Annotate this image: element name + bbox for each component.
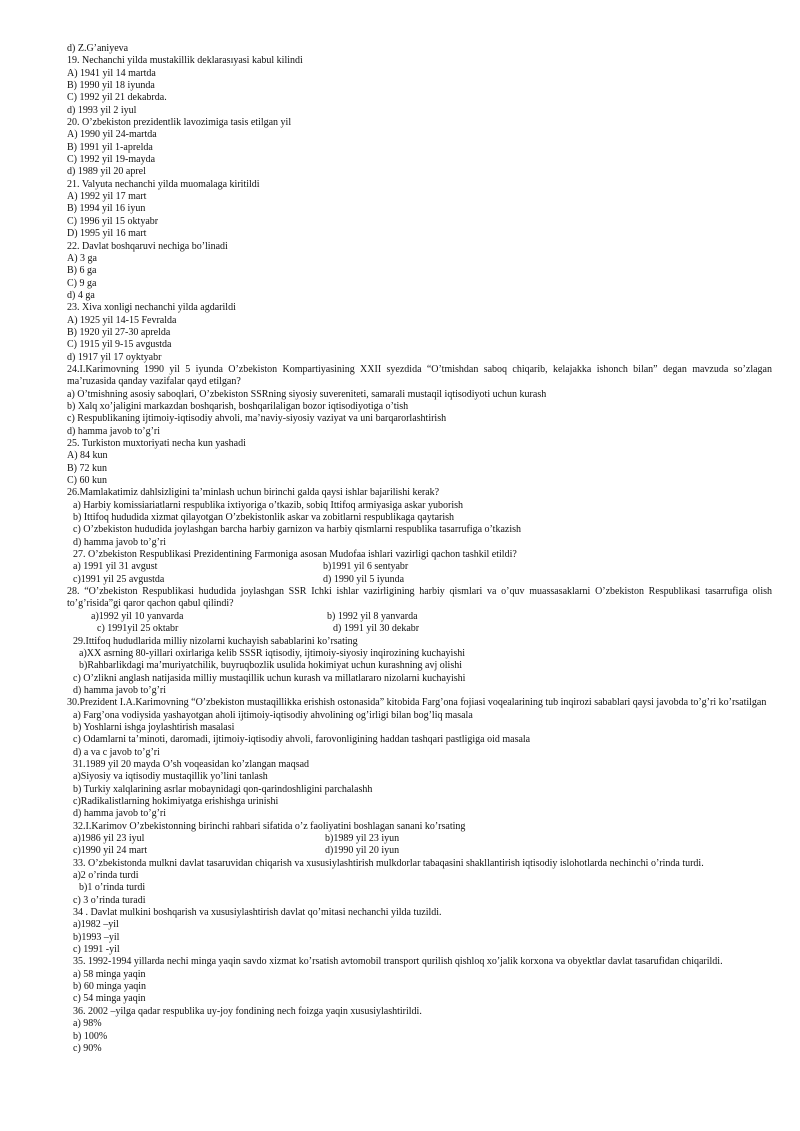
answer-option: a)Siyosiy va iqtisodiy mustaqillik yo’lini tanlash bbox=[73, 771, 268, 783]
answer-option: a)XX asrning 80-yillari oxirlariga kelib SSSR iqtisodiy, ijtimoiy-siyosiy inqirozining kuchayishi bbox=[79, 647, 465, 659]
answer-option: d) 1989 yil 20 aprel bbox=[67, 166, 146, 178]
answer-option: a)1986 yil 23 iyul bbox=[73, 833, 145, 844]
answer-option: C) 1915 yil 9-15 avgustda bbox=[67, 339, 172, 351]
answer-option: C) 1992 yil 19-mayda bbox=[67, 154, 156, 166]
answer-option: C) 9 ga bbox=[67, 277, 97, 289]
answer-row bbox=[67, 611, 772, 623]
answer-option: d) 1990 yil 5 iyunda bbox=[323, 573, 405, 585]
answer-option: d) 1991 yil 30 dekabr bbox=[333, 623, 420, 635]
answer-option: b)1 o’rinda turdi bbox=[79, 882, 146, 894]
question-19: 19. Nechanchi yilda mustakillik deklarasıyasi kabul kilindi bbox=[67, 55, 303, 67]
answer-option: c) 54 minga yaqin bbox=[73, 993, 146, 1005]
answer-option: d) hamma javob to’g’ri bbox=[73, 808, 167, 820]
question-35: 35. 1992-1994 yillarda nechi minga yaqin savdo xizmat ko’rsatish avtomobil transport qurilish qishloq xo’jalik korxona va obyektlar davlat tasarufidan chiqarildi. bbox=[73, 956, 723, 968]
answer-option: c)1990 yil 24 mart bbox=[73, 845, 148, 857]
answer-option: c)Radikalistlarning hokimiyatga erishishga urinishi bbox=[73, 795, 279, 807]
question-33: 33. O’zbekistonda mulkni davlat tasaruvidan chiqarish va xususiylashtirish mulkdorlar tabaqasini shakllantirish iqtisodiy islohotlarda nechinchi o’rinda turdi. bbox=[73, 857, 704, 869]
answer-option: D) 1995 yil 16 mart bbox=[67, 228, 147, 240]
answer-row bbox=[67, 574, 772, 586]
question-23: 23. Xiva xonligi nechanchi yilda agdarildi bbox=[67, 302, 236, 314]
answer-option: b)Rahbarlikdagi ma’muriyatchilik, buyruqbozlik usulida hokimiyat uchun kurashning avj olishi bbox=[79, 660, 462, 672]
answer-option: d) 4 ga bbox=[67, 289, 95, 301]
answer-row bbox=[67, 833, 772, 845]
question-31: 31.1989 yil 20 mayda O’sh voqeasidan ko’zlangan maqsad bbox=[73, 758, 310, 770]
answer-option: c) O’zbekiston hududida joylashgan barcha harbiy garnizon va harbiy qismlarni respublika tasarrufiga o’tkazish bbox=[73, 524, 522, 536]
answer-option: A) 1992 yil 17 mart bbox=[67, 191, 147, 203]
answer-option: a) 98% bbox=[73, 1018, 102, 1030]
answer-option: a) Farg’ona vodiysida yashayotgan aholi ijtimoiy-iqtisodiy ahvolining og’irligi bilan bog’liq masala bbox=[73, 709, 473, 721]
answer-option: B) 72 kun bbox=[67, 462, 107, 474]
answer-option: A) 1990 yil 24-martda bbox=[67, 129, 157, 141]
answer-option: d) hamma javob to’g’ri bbox=[73, 684, 167, 696]
answer-option: c) 90% bbox=[73, 1042, 102, 1054]
answer-row bbox=[67, 845, 772, 857]
answer-option: B) 6 ga bbox=[67, 265, 97, 277]
answer-option: a)2 o’rinda turdi bbox=[73, 870, 139, 882]
question-25: 25. Turkiston muxtoriyati necha kun yashadi bbox=[67, 438, 246, 449]
answer-option: A) 1941 yil 14 martda bbox=[67, 67, 156, 79]
answer-option: d)1990 yil 20 iyun bbox=[325, 845, 400, 857]
answer-option: c)1991 yil 25 avgustda bbox=[73, 573, 165, 585]
answer-option: c) 3 o’rinda turadi bbox=[73, 894, 146, 906]
answer-option: b) Xalq xo’jaligini markazdan boshqarish, boshqarilaligan bozor iqtisodiyotiga o’tish bbox=[67, 400, 409, 412]
answer-option: B) 1920 yil 27-30 aprelda bbox=[67, 326, 171, 338]
answer-option: d) hamma javob to’g’ri bbox=[73, 536, 167, 548]
text-line: d) Z.G’aniyeva bbox=[67, 43, 129, 54]
answer-option: a) Harbiy komissiariatlarni respublika ixtiyoriga o’tkazib, sobiq Ittifoq armiyasiga askar yuborish bbox=[73, 499, 463, 511]
answer-option: A) 3 ga bbox=[67, 252, 97, 264]
question-27: 27. O’zbekiston Respublikasi Prezidentining Farmoniga asosan Mudofaa ishlari vazirligi qachon tashkil etildi? bbox=[73, 549, 517, 561]
answer-option: C) 1996 yil 15 oktyabr bbox=[67, 215, 159, 227]
answer-option: c) 1991yil 25 oktabr bbox=[97, 623, 179, 635]
answer-row bbox=[67, 623, 772, 635]
answer-option: a)1982 –yil bbox=[73, 919, 119, 931]
answer-option: b) Turkiy xalqlarining asrlar mobaynidagi qon-qarindoshligini parchalashh bbox=[73, 783, 373, 795]
answer-option: b) 60 minga yaqin bbox=[73, 981, 147, 993]
question-26: 26.Mamlakatimiz dahlsizligini ta’minlash uchun birinchi galda qaysi ishlar bajarilishi kerak? bbox=[67, 487, 440, 499]
question-30: 30.Prezident I.A.Karimovning “O’zbekiston mustaqillikka erishish ostonasida” kitobida Farg’ona fojiasi voqealarining tub inqirozi sabablari qaysi javobda to’g’ri ko’rsatilgan bbox=[67, 697, 767, 709]
answer-option: b) Ittifoq hududida xizmat qilayotgan O’zbekistonlik askar va zobitlarni respublikaga qaytarish bbox=[73, 512, 455, 524]
answer-option: b)1991 yil 6 sentyabr bbox=[323, 561, 409, 573]
answer-row bbox=[67, 561, 772, 573]
question-32: 32.I.Karimov O’zbekistonning birinchi rahbari sifatida o’z faoliyatini boshlagan sanani ko’rsating bbox=[73, 820, 466, 832]
answer-option: a) 1991 yil 31 avgust bbox=[73, 561, 158, 573]
answer-option: d) hamma javob to’g’ri bbox=[67, 425, 161, 437]
answer-option: B) 1990 yil 18 iyunda bbox=[67, 80, 155, 92]
answer-option: d) 1993 yil 2 iyul bbox=[67, 104, 137, 116]
answer-option: A) 1925 yil 14-15 Fevralda bbox=[67, 314, 177, 326]
answer-option: a) 58 minga yaqin bbox=[73, 968, 146, 980]
question-29: 29.Ittifoq hududlarida milliy nizolarni kuchayish sabablarini ko’rsating bbox=[73, 635, 358, 647]
answer-option: b) 1992 yil 8 yanvarda bbox=[327, 610, 418, 622]
answer-option: b)1989 yil 23 iyun bbox=[325, 833, 400, 844]
answer-option: B) 1991 yil 1-aprelda bbox=[67, 141, 153, 153]
answer-option: c) O’zlikni anglash natijasida milliy mustaqillik uchun kurash va millatlararo nizolarni kuchayishi bbox=[73, 672, 466, 684]
question-34: 34 . Davlat mulkini boshqarish va xususiylashtirish davlat qo’mitasi nechanchi yilda tuzildi. bbox=[73, 907, 442, 919]
answer-option: A) 84 kun bbox=[67, 450, 108, 462]
question-24: 24.I.Karimovning 1990 yil 5 iyunda O’zbekiston Kompartiyasining XXII syezdida “O’tmishdan saboq chiqarib, kelajakka ishonch bilan” degan mavzuda so’zlagan ma’ruzasida qanday vazifalar qayd etilgan? bbox=[67, 363, 772, 388]
question-36: 36. 2002 –yilga qadar respublika uy-joy fondining nech foizga yaqin xususiylashtirildi. bbox=[73, 1005, 422, 1017]
answer-option: d) a va c javob to’g’ri bbox=[73, 746, 160, 758]
answer-option: b)1993 –yil bbox=[73, 931, 120, 943]
answer-option: a) O’tmishning asosiy saboqlari, O’zbekiston SSRning siyosiy suvereniteti, samarali mustaqil iqtisodiyoti uchun kurash bbox=[67, 388, 547, 400]
answer-option: c) Respublikaning ijtimoiy-iqtisodiy ahvoli, ma’naviy-siyosiy vaziyat va uni barqarorlashtirish bbox=[67, 413, 447, 425]
answer-option: C) 1992 yil 21 dekabrda. bbox=[67, 92, 167, 104]
answer-option: B) 1994 yil 16 iyun bbox=[67, 203, 146, 215]
answer-option: C) 60 kun bbox=[67, 475, 107, 487]
question-22: 22. Davlat boshqaruvi nechiga bo’linadi bbox=[67, 240, 228, 252]
answer-option: b) 100% bbox=[73, 1030, 108, 1042]
question-21: 21. Valyuta nechanchi yilda muomalaga kiritildi bbox=[67, 178, 260, 190]
question-20: 20. O’zbekiston prezidentlik lavozimiga tasis etilgan yil bbox=[67, 117, 292, 129]
answer-option: c) Odamlarni ta’minoti, daromadi, ijtimoiy-iqtisodiy ahvoli, farovonligining haddan tashqari pastligiga oid masala bbox=[73, 734, 531, 746]
question-28: 28. “O’zbekiston Respublikasi hududida joylashgan SSR Ichki ishlar vazirligining harbiy qismlari va o’quv muassasaklarni O’zbekiston Respublikasi tasarrufiga olish to’g’risida”gi qaror qachon qabul qilindi? bbox=[67, 586, 772, 610]
answer-option: c) 1991 -yil bbox=[73, 944, 120, 956]
answer-option: b) Yoshlarni ishga joylashtirish masalasi bbox=[73, 721, 235, 733]
answer-option: d) 1917 yil 17 oyktyabr bbox=[67, 351, 162, 363]
answer-option: a)1992 yil 10 yanvarda bbox=[91, 610, 184, 622]
